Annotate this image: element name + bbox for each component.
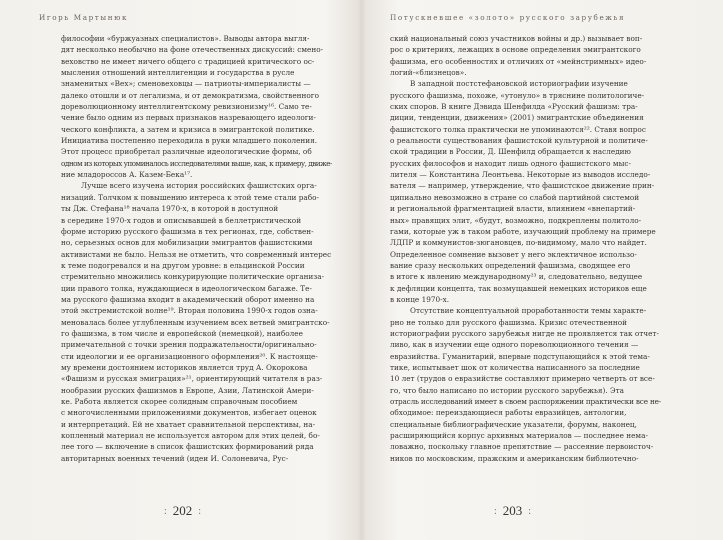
text-line: но, серьезных основ для мобилизации эмигрантов фашистскими [61, 238, 313, 248]
running-head: Потускневшее «золото» русского зарубежья [390, 13, 626, 22]
text-line: к дефляции концепта, так возмущавшей немецких историков еще [390, 283, 647, 293]
text-line: с многочисленными приложениями документов, избегает оценок [61, 408, 317, 418]
text-line: примечательной с точки зрения подражательности/оригинально- [61, 340, 317, 350]
text-line: веховство не имеет ничего общего с традицией критического ос- [61, 56, 315, 66]
text-line: и региональной фрагментацией власти, влиянием «внепартий- [390, 204, 636, 214]
text-line: му времени достоянием историков является труд А. Окорокова [61, 362, 308, 372]
text-line: копленный материал не используется автором для этих целей, бо- [61, 431, 320, 441]
text-line: ты Дж. Стефана¹⁸ начала 1970-х, в которой в доступной [61, 204, 279, 214]
folio-ornament: : [494, 506, 497, 517]
text-line: русского фашизма, похоже, «утонуло» в тряснине политологиче- [390, 90, 645, 100]
text-line: Лучше всего изучена история российских фашистских орга- [81, 181, 317, 191]
text-line: отрасль исследований имеет в своем распоряжении практически все не- [390, 397, 661, 406]
running-head: Игорь Мартынюк [39, 13, 129, 22]
text-line: ловажно, поскольку главное препятствие — рассеяние первоисточ- [390, 442, 654, 452]
text-line: к теме подогревался и на другом уровне: в ельцинской России [61, 260, 305, 270]
text-line: расширяющийся корпус архивных материалов — последнее нема- [390, 431, 648, 441]
page-number [158, 503, 207, 519]
text-line: Определенное сомнение вызовет у него эклектичное использо- [390, 249, 637, 259]
page-number [488, 503, 537, 519]
text-line: гами, которые уж в таком работе, изучающий проблему на примере [390, 226, 656, 236]
text-line: ников по московским, пражским и американским библиотечно- [390, 453, 639, 463]
text-line: философии «буржуазных специалистов». Выводы автора выгля- [61, 34, 310, 43]
text-line: 10 лет (трудов о евразийстве составляют примерно четверть от все- [390, 374, 655, 384]
text-line: евразийства. Гуманитарий, впервые подступающийся к этой тема- [390, 351, 650, 361]
text-line: дореволюционному интеллигентскому ревизионизму¹⁶. Само те- [61, 102, 312, 112]
text-line: фашистского толка практически не упоминаются²². Ставя вопрос [390, 124, 646, 134]
text-line: лителя — Константина Леонтьева. Некоторые из выводов исследо- [390, 170, 651, 180]
text-line: тике, испытывает шок от количества написанного за последние [390, 362, 640, 372]
text-line: чение было одним из первых признаков назревающего идеологи- [61, 113, 316, 123]
right-page [362, 0, 723, 540]
text-line: вателя — например, утверждение, что фашистское движение прин- [390, 181, 655, 191]
text-line: вание сразу нескольких определений фашизма, сводящее его [390, 260, 631, 270]
text-line: Отсутствие концептуальной проработанности темы характе- [410, 306, 647, 316]
text-line: диции, тенденции, движения» (2001) эмигрантские объединения [390, 113, 644, 123]
text-line: фашизма, его особенностях и отличиях от «мейнстримных» идео- [390, 56, 647, 66]
folio-ornament: : [164, 506, 167, 517]
text-line: знаменитых «Вех»; сменовеховцы — патриоты-империалисты — [61, 79, 311, 89]
text-line: далеко отошли и от легализма, и от демократизма, свойственного [61, 90, 319, 100]
text-line: низаций. Толчком к повышению интереса к этой теме стали рабо- [61, 192, 319, 202]
text-line: сти идеологии и ее организационного оформления²⁰. К настояще- [61, 351, 318, 361]
text-line: го фашизма, в том числе и европейской (немецкой), наиболее [61, 328, 303, 338]
text-line: ской традиции в России, Д. Шенфилд обращается к наследию [390, 147, 631, 157]
text-line: обходимое: переиздающиеся работы евразийцев, антологии, [390, 408, 627, 418]
text-line: ке. Работа является скорее солидным справочным пособием [61, 397, 298, 406]
text-line: нообразии русских фашизмов в Европе, Азии, Латинской Амери- [61, 385, 314, 395]
text-line: «Фашизм и русская эмиграция»²¹, ориентирующий читателя в раз- [61, 374, 323, 384]
folio-ornament: : [528, 506, 532, 517]
text-line: ский национальный союз участников войны и др.) вызывает воп- [390, 34, 643, 43]
text-line: в середине 1970-х годов и описывавшей в беллетристической [61, 215, 302, 225]
text-line: логий-«близнецов». [390, 68, 467, 78]
page-body [61, 33, 332, 464]
text-line: ма русского фашизма входит в академический оборот именно на [61, 294, 315, 304]
page-number-value: 203 [502, 503, 523, 518]
text-line: русских философов и находит лишь одного фашистского мыс- [390, 158, 631, 168]
folio-ornament: : [198, 506, 202, 517]
text-line: лее того — включение в список фашистских формирований ряда [61, 442, 314, 452]
text-line: историографии русского зарубежья нигде не проявляется так отчет- [390, 328, 659, 338]
text-line: ЛДПР и коммунистов-зюгановцев, по-видимому, мало что найдет. [390, 238, 647, 248]
text-line: стремительно множились конкурирующие политические организа- [61, 272, 325, 282]
text-line: ции правого толка, нуждающиеся в идеологическом багаже. Те- [61, 283, 312, 293]
text-line: ние младороссов А. Казем-Бека¹⁷. [61, 170, 193, 180]
text-line: го, что было написано по истории русского зарубежья). Эта [390, 385, 624, 395]
text-line: этой экстремистской волне¹⁹. Вторая половина 1990-х годов озна- [61, 306, 318, 316]
text-line: Инициатива постепенно переходила в руки младшего поколения. [61, 136, 318, 146]
text-line: специальные библиографические указатели, форумы, наконец, [390, 419, 637, 429]
text-line: ливо, как в изучении еще одного пореволюционного течения — [390, 340, 639, 350]
page-number-value: 202 [172, 503, 193, 518]
text-line: в конце 1970-х. [390, 294, 450, 304]
text-line: о реальности существования фашистской культурной и политиче- [390, 136, 648, 146]
text-line: ских споров. В книге Дэвида Шенфилда «Русский фашизм: тра- [390, 102, 638, 112]
text-line: ных» правящих элит, «будут, возможно, подкреплены политоло- [390, 215, 642, 225]
text-line: мысления отношений интеллигенции и государства в русле [61, 68, 295, 78]
page-body [390, 33, 661, 464]
text-line: рос о критериях, лежащих в основе определения эмигрантского [390, 45, 641, 55]
text-line: Этот процесс приобретал различные идеологические формы, об [61, 147, 312, 157]
text-line: и интерпретаций. Ей не хватает сравнительной перспективы, на- [61, 419, 316, 429]
text-line: ципиально невозможно в стране со слабой партийной системой [390, 192, 640, 202]
text-line: меновалась более углубленным изучением всех ветвей эмигрантско- [61, 317, 330, 327]
text-line: активистами не было. Нельзя не отметить, что современный интерес [61, 249, 332, 259]
text-line: форме историю русского фашизма в тех регионах, где, собствен- [61, 226, 314, 236]
text-line: ческого конфликта, а затем и кризиса в эмигрантской политике. [61, 124, 315, 134]
text-line: одном из которых упоминалось исследователями выше, как, к примеру, движе- [61, 158, 332, 168]
text-line: дят несколько необычно на фоне отечественных дискуссий: смено- [61, 45, 324, 55]
text-line: в итоге к явлению международному²³ и, следовательно, ведущее [390, 272, 643, 282]
text-line: В западной постстефановской историографии изучение [410, 79, 628, 89]
text-line: авторитарных военных течений (идеи И. Солоневича, Рус- [61, 453, 289, 463]
text-line: рно не только для русского фашизма. Кризис отечественной [390, 317, 627, 327]
